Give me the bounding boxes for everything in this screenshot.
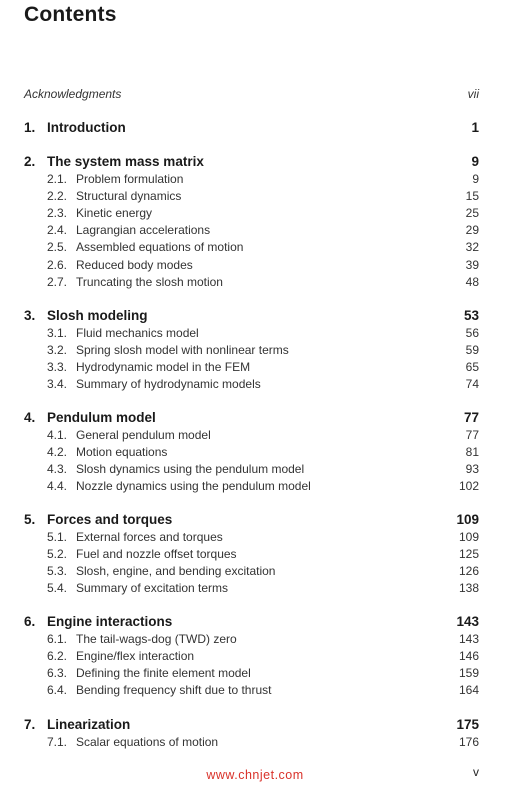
section-entry[interactable] [24,324,479,341]
toc-chapter-7 [24,716,479,750]
section-number: 2.4. [47,223,68,238]
chapter-entry[interactable] [24,613,479,630]
section-page: 39 [465,257,479,272]
section-title: Fluid mechanics model [76,325,199,340]
section-page: 29 [465,223,479,238]
section-number: 2.7. [47,274,68,289]
section-page: 126 [458,563,479,578]
section-entry[interactable] [24,358,479,375]
page-number: v [473,765,479,779]
chapter-title: Pendulum model [47,410,156,425]
section-number: 4.2. [47,444,68,459]
section-number: 3.3. [47,359,68,374]
section-page: 125 [458,546,479,561]
chapter-number: 1. [24,120,36,135]
section-entry[interactable] [24,528,479,545]
section-title: Engine/flex interaction [76,648,195,663]
toc-chapter-6 [24,613,479,699]
section-title: Hydrodynamic model in the FEM [76,359,251,374]
chapter-number: 3. [24,308,36,323]
section-number: 2.5. [47,240,68,255]
section-entry[interactable] [24,580,479,597]
section-page: 59 [465,342,479,357]
section-title: Kinetic energy [76,205,153,220]
toc-chapter-2 [24,153,479,290]
section-title: Summary of excitation terms [76,581,229,596]
section-entry[interactable] [24,682,479,699]
section-entry[interactable] [24,478,479,495]
section-number: 4.4. [47,479,68,494]
section-entry[interactable] [24,460,479,477]
section-title: The tail-wags-dog (TWD) zero [76,631,237,646]
chapter-page: 175 [456,717,479,732]
chapter-title: Slosh modeling [47,308,148,323]
section-entry[interactable] [24,545,479,562]
section-number: 3.4. [47,377,68,392]
section-page: 25 [465,205,479,220]
section-number: 2.2. [47,188,68,203]
section-entry[interactable] [24,664,479,681]
section-title: General pendulum model [76,427,211,442]
chapter-page: 77 [463,410,479,425]
chapter-page: 109 [456,512,479,527]
chapter-entry[interactable] [24,307,479,324]
section-title: Summary of hydrodynamic models [76,377,261,392]
chapter-page: 9 [471,154,479,169]
section-number: 6.4. [47,683,68,698]
section-title: Assembled equations of motion [76,240,244,255]
chapter-number: 4. [24,410,36,425]
section-title: Scalar equations of motion [76,734,219,749]
section-number: 5.2. [47,546,68,561]
section-number: 7.1. [47,734,68,749]
section-number: 5.1. [47,529,68,544]
section-entry[interactable] [24,562,479,579]
section-title: Nozzle dynamics using the pendulum model [76,479,311,494]
ack-label: Acknowledgments [24,87,122,101]
toc-chapter-5 [24,511,479,597]
toc-acknowledgments[interactable] [24,86,479,102]
section-entry[interactable] [24,170,479,187]
section-entry[interactable] [24,443,479,460]
section-page: 65 [465,359,479,374]
section-page: 143 [458,631,479,646]
section-title: Fuel and nozzle offset torques [76,546,237,561]
section-title: Lagrangian accelerations [76,223,211,238]
section-title: Motion equations [76,444,168,459]
section-entry[interactable] [24,204,479,221]
section-number: 2.3. [47,205,68,220]
chapter-title: Engine interactions [47,614,173,629]
section-entry[interactable] [24,222,479,239]
section-page: 9 [472,171,479,186]
chapter-entry[interactable] [24,119,479,136]
chapter-entry[interactable] [24,409,479,426]
section-number: 6.1. [47,631,68,646]
section-page: 32 [465,240,479,255]
section-page: 74 [465,377,479,392]
section-title: Slosh, engine, and bending excitation [76,563,276,578]
chapter-page: 53 [463,308,479,323]
section-page: 93 [465,461,479,476]
page-title: Contents [24,3,117,26]
section-entry[interactable] [24,256,479,273]
section-entry[interactable] [24,239,479,256]
section-title: Slosh dynamics using the pendulum model [76,461,305,476]
chapter-title: The system mass matrix [47,154,204,169]
chapter-page: 143 [456,614,479,629]
section-page: 15 [465,188,479,203]
chapter-number: 7. [24,717,36,732]
section-number: 5.3. [47,563,68,578]
section-number: 6.2. [47,648,68,663]
section-page: 159 [458,665,479,680]
section-entry[interactable] [24,647,479,664]
chapter-title: Introduction [47,120,126,135]
section-number: 6.3. [47,665,68,680]
watermark-link[interactable]: www.chnjet.com [206,768,304,782]
section-page: 146 [458,648,479,663]
section-title: Reduced body modes [76,257,193,272]
section-number: 4.1. [47,427,68,442]
chapter-number: 5. [24,512,36,527]
section-title: Spring slosh model with nonlinear terms [76,342,289,357]
section-entry[interactable] [24,733,479,750]
section-entry[interactable] [24,341,479,358]
chapter-title: Linearization [47,717,131,732]
section-number: 4.3. [47,461,68,476]
section-number: 3.1. [47,325,68,340]
section-entry[interactable] [24,187,479,204]
section-page: 109 [458,529,479,544]
section-number: 3.2. [47,342,68,357]
section-page: 102 [458,479,479,494]
section-page: 176 [458,734,479,749]
chapter-number: 2. [24,154,36,169]
section-entry[interactable] [24,376,479,393]
section-page: 48 [465,274,479,289]
section-title: Structural dynamics [76,188,182,203]
section-number: 2.1. [47,171,68,186]
chapter-title: Forces and torques [47,512,173,527]
chapter-entry[interactable] [24,153,479,170]
section-title: Problem formulation [76,171,184,186]
section-number: 5.4. [47,581,68,596]
chapter-number: 6. [24,614,36,629]
section-page: 56 [465,325,479,340]
chapter-entry[interactable] [24,716,479,733]
chapter-page: 1 [471,120,479,135]
section-title: External forces and torques [76,529,223,544]
chapter-entry[interactable] [24,511,479,528]
toc-chapter-1 [24,119,479,136]
section-title: Truncating the slosh motion [76,274,223,289]
section-page: 164 [458,683,479,698]
section-entry[interactable] [24,426,479,443]
section-title: Bending frequency shift due to thrust [76,683,272,698]
ack-page: vii [467,87,479,101]
section-page: 138 [458,581,479,596]
section-number: 2.6. [47,257,68,272]
toc-chapter-3 [24,307,479,393]
section-page: 77 [465,427,479,442]
section-entry[interactable] [24,630,479,647]
section-title: Defining the finite element model [76,665,251,680]
section-entry[interactable] [24,273,479,290]
toc-chapter-4 [24,409,479,495]
section-page: 81 [465,444,479,459]
